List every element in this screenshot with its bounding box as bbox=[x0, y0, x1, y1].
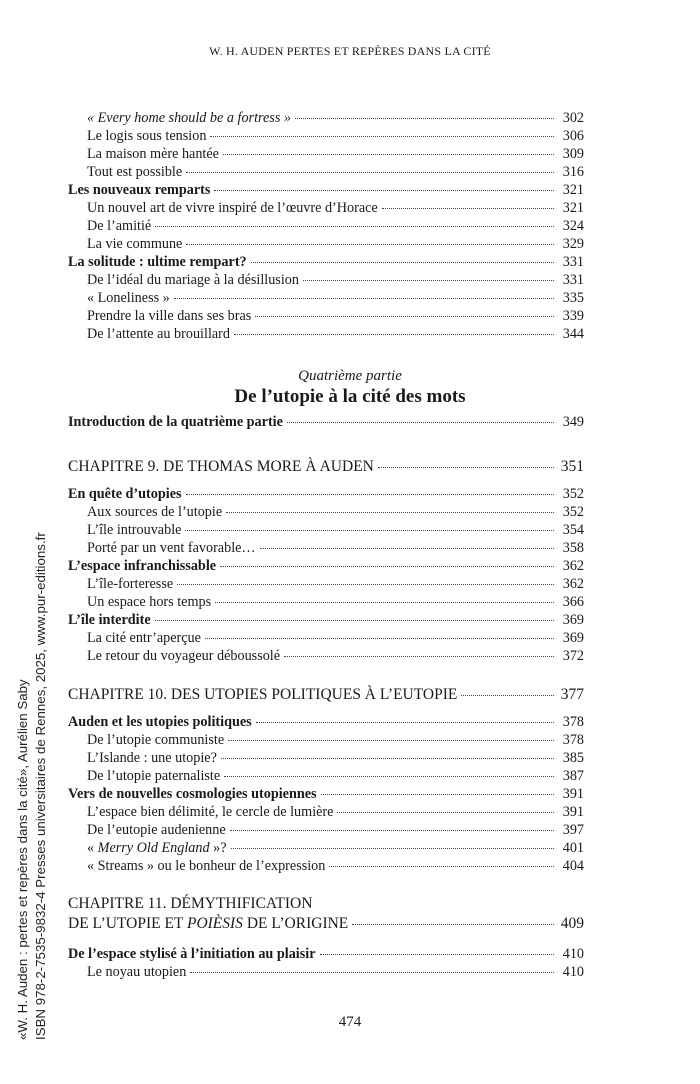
toc-entry-label: L’espace bien délimité, le cercle de lumière bbox=[87, 804, 334, 820]
toc-entry-page: 335 bbox=[562, 290, 584, 306]
toc-entry-label: « Loneliness » bbox=[87, 290, 170, 306]
leader-dots bbox=[234, 334, 554, 335]
toc-section-label: La solitude : ultime rempart? bbox=[68, 254, 247, 270]
toc-entry-page: 321 bbox=[562, 182, 584, 198]
toc-entry-page: 369 bbox=[562, 612, 584, 628]
toc-entry-page: 344 bbox=[562, 326, 584, 342]
toc-entry[interactable] bbox=[68, 308, 584, 326]
leader-dots bbox=[329, 866, 554, 867]
toc-entry-page: 321 bbox=[562, 200, 584, 216]
toc-entry-page: 349 bbox=[562, 414, 584, 430]
toc-entry-page: 391 bbox=[562, 804, 584, 820]
leader-dots bbox=[221, 758, 554, 759]
leader-dots bbox=[214, 190, 554, 191]
toc-entry-page: 387 bbox=[562, 768, 584, 784]
leader-dots bbox=[256, 722, 554, 723]
toc-entry-page: 354 bbox=[562, 522, 584, 538]
toc-entry-label: De l’eutopie audenienne bbox=[87, 822, 226, 838]
toc-chapter-11[interactable] bbox=[68, 895, 584, 937]
toc-entry[interactable] bbox=[68, 326, 584, 344]
toc-section[interactable] bbox=[68, 182, 584, 200]
toc-entry-page: 410 bbox=[562, 964, 584, 980]
toc-entry-page: 331 bbox=[562, 254, 584, 270]
toc-entry-label: De l’amitié bbox=[87, 218, 152, 234]
toc-entry-page: 351 bbox=[560, 458, 584, 475]
toc-entry-label: Porté par un vent favorable… bbox=[87, 540, 256, 556]
toc-entry-page: 362 bbox=[562, 558, 584, 574]
toc-entry-page: 366 bbox=[562, 594, 584, 610]
toc-entry-page: 352 bbox=[562, 504, 584, 520]
leader-dots bbox=[224, 776, 554, 777]
leader-dots bbox=[378, 467, 554, 468]
leader-dots bbox=[186, 244, 554, 245]
toc-entry[interactable] bbox=[68, 272, 584, 290]
leader-dots bbox=[352, 924, 554, 925]
leader-dots bbox=[177, 584, 554, 585]
toc-entry-page: 378 bbox=[562, 714, 584, 730]
toc-entry[interactable] bbox=[68, 522, 584, 540]
leader-dots bbox=[174, 298, 554, 299]
toc-entry-label: Le noyau utopien bbox=[87, 964, 187, 980]
leader-dots bbox=[284, 656, 554, 657]
toc-entry[interactable] bbox=[68, 732, 584, 750]
part-title: De l’utopie à la cité des mots bbox=[234, 386, 466, 407]
toc-entry-label: Un espace hors temps bbox=[87, 594, 212, 610]
toc-entry-label: « Merry Old England »? bbox=[87, 840, 227, 856]
toc-section[interactable] bbox=[68, 714, 584, 732]
toc-section-label: En quête d’utopies bbox=[68, 486, 182, 502]
leader-dots bbox=[226, 512, 554, 513]
toc-section[interactable] bbox=[68, 946, 584, 964]
toc-entry-page: 409 bbox=[560, 915, 584, 932]
toc-section-label: Introduction de la quatrième partie bbox=[68, 414, 283, 430]
leader-dots bbox=[461, 695, 554, 696]
toc-entry[interactable] bbox=[68, 630, 584, 648]
leader-dots bbox=[382, 208, 554, 209]
chapter-label-line2: DE L’UTOPIE ET POIÈSIS DE L’ORIGINE bbox=[68, 915, 349, 932]
toc-entry[interactable] bbox=[68, 576, 584, 594]
leader-dots bbox=[303, 280, 554, 281]
leader-dots bbox=[295, 118, 554, 119]
leader-dots bbox=[337, 812, 554, 813]
leader-dots bbox=[230, 830, 554, 831]
leader-dots bbox=[186, 494, 554, 495]
toc-entry-page: 378 bbox=[562, 732, 584, 748]
chapter-label-line1: CHAPITRE 11. DÉMYTHIFICATION bbox=[68, 895, 313, 912]
toc-chapter-9[interactable] bbox=[68, 458, 584, 476]
toc-section-intro[interactable] bbox=[68, 414, 584, 432]
toc-entry-page: 377 bbox=[560, 686, 584, 703]
toc-section[interactable] bbox=[68, 612, 584, 630]
leader-dots bbox=[287, 422, 554, 423]
toc-entry-label: L’île-forteresse bbox=[87, 576, 174, 592]
toc-entry[interactable] bbox=[68, 236, 584, 254]
toc-entry-page: 362 bbox=[562, 576, 584, 592]
toc-entry-label: La vie commune bbox=[87, 236, 183, 252]
toc-entry[interactable] bbox=[68, 128, 584, 146]
chapter-label-line2-row bbox=[68, 915, 584, 933]
toc-entry-page: 358 bbox=[562, 540, 584, 556]
toc-entry-label: Un nouvel art de vivre inspiré de l’œuvre d’Horace bbox=[87, 200, 378, 216]
toc-section-label: L’espace infranchissable bbox=[68, 558, 217, 574]
credit-line-1: «W. H. Auden : pertes et repères dans la cité», Aurélien Saby bbox=[15, 679, 30, 1040]
toc-entry-label: « Every home should be a fortress » bbox=[87, 110, 291, 126]
toc-entry-label: Prendre la ville dans ses bras bbox=[87, 308, 252, 324]
toc-entry-label: Le retour du voyageur déboussolé bbox=[87, 648, 281, 664]
toc-entry[interactable] bbox=[68, 200, 584, 218]
toc-entry-page: 401 bbox=[562, 840, 584, 856]
toc-entry-label: De l’idéal du mariage à la désillusion bbox=[87, 272, 299, 288]
leader-dots bbox=[321, 794, 554, 795]
toc-entry[interactable] bbox=[68, 804, 584, 822]
vertical-credit bbox=[14, 532, 50, 1040]
toc-entry-page: 369 bbox=[562, 630, 584, 646]
toc-entry[interactable] bbox=[68, 218, 584, 236]
toc-entry[interactable] bbox=[68, 768, 584, 786]
leader-dots bbox=[185, 530, 554, 531]
leader-dots bbox=[220, 566, 554, 567]
chapter-label: CHAPITRE 9. DE THOMAS MORE À AUDEN bbox=[68, 458, 374, 475]
leader-dots bbox=[155, 226, 554, 227]
toc-entry[interactable] bbox=[68, 594, 584, 612]
toc-section[interactable] bbox=[68, 786, 584, 804]
leader-dots bbox=[255, 316, 554, 317]
toc-section-label: De l’espace stylisé à l’initiation au plaisir bbox=[68, 946, 316, 962]
toc-entry-label: L’Islande : une utopie? bbox=[87, 750, 217, 766]
toc-section-label: Auden et les utopies politiques bbox=[68, 714, 252, 730]
running-head: W. H. AUDEN PERTES ET REPÈRES DANS LA CITÉ bbox=[209, 44, 491, 58]
toc-entry-label: L’île introuvable bbox=[87, 522, 182, 538]
toc-entry[interactable] bbox=[68, 750, 584, 768]
toc-entry-page: 309 bbox=[562, 146, 584, 162]
toc-entry-page: 385 bbox=[562, 750, 584, 766]
leader-dots bbox=[190, 972, 554, 973]
toc-entry[interactable] bbox=[68, 858, 584, 876]
toc-entry-page: 372 bbox=[562, 648, 584, 664]
toc-entry-label: Tout est possible bbox=[87, 164, 183, 180]
toc-entry-label: La cité entr’aperçue bbox=[87, 630, 201, 646]
toc-entry-page: 339 bbox=[562, 308, 584, 324]
toc-entry[interactable] bbox=[68, 540, 584, 558]
leader-dots bbox=[215, 602, 554, 603]
toc-entry[interactable] bbox=[68, 110, 584, 128]
toc-entry-label: La maison mère hantée bbox=[87, 146, 219, 162]
toc-section[interactable] bbox=[68, 486, 584, 504]
toc-section-label: L’île interdite bbox=[68, 612, 151, 628]
toc-entry-label: « Streams » ou le bonheur de l’expression bbox=[87, 858, 326, 874]
toc-chapter-10[interactable] bbox=[68, 686, 584, 704]
toc-entry[interactable] bbox=[68, 164, 584, 182]
toc-entry-page: 302 bbox=[562, 110, 584, 126]
toc-section[interactable] bbox=[68, 254, 584, 272]
toc-entry-page: 331 bbox=[562, 272, 584, 288]
toc-entry[interactable] bbox=[68, 648, 584, 666]
leader-dots bbox=[155, 620, 554, 621]
leader-dots bbox=[205, 638, 554, 639]
leader-dots bbox=[260, 548, 554, 549]
toc-entry-label: De l’utopie communiste bbox=[87, 732, 225, 748]
toc-entry-label: De l’attente au brouillard bbox=[87, 326, 230, 342]
toc-entry-label: Le logis sous tension bbox=[87, 128, 207, 144]
leader-dots bbox=[320, 954, 555, 955]
toc-entry[interactable] bbox=[68, 290, 584, 308]
toc-entry[interactable] bbox=[68, 840, 584, 858]
leader-dots bbox=[231, 848, 554, 849]
toc-entry[interactable] bbox=[68, 146, 584, 164]
toc-entry-page: 324 bbox=[562, 218, 584, 234]
toc-entry-page: 316 bbox=[562, 164, 584, 180]
toc-entry-page: 352 bbox=[562, 486, 584, 502]
toc-section-label: Vers de nouvelles cosmologies utopiennes bbox=[68, 786, 317, 802]
credit-line-2: ISBN 978-2-7535-9832-4 Presses universitaires de Rennes, 2025, www.pur-editions.fr bbox=[33, 532, 48, 1040]
toc-entry-page: 404 bbox=[562, 858, 584, 874]
leader-dots bbox=[251, 262, 554, 263]
toc-section-label: Les nouveaux remparts bbox=[68, 182, 211, 198]
toc-entry[interactable] bbox=[68, 822, 584, 840]
toc-entry-page: 410 bbox=[562, 946, 584, 962]
page-number: 474 bbox=[338, 1014, 362, 1030]
toc-section[interactable] bbox=[68, 558, 584, 576]
leader-dots bbox=[223, 154, 554, 155]
chapter-label: CHAPITRE 10. DES UTOPIES POLITIQUES À L’EUTOPIE bbox=[68, 686, 458, 703]
toc-entry-page: 306 bbox=[562, 128, 584, 144]
part-label: Quatrième partie bbox=[298, 368, 402, 384]
leader-dots bbox=[210, 136, 554, 137]
toc-entry[interactable] bbox=[68, 964, 584, 982]
toc-entry-page: 329 bbox=[562, 236, 584, 252]
toc-entry[interactable] bbox=[68, 504, 584, 522]
toc-entry-page: 391 bbox=[562, 786, 584, 802]
toc-entry-label: Aux sources de l’utopie bbox=[87, 504, 223, 520]
toc-entry-label: De l’utopie paternaliste bbox=[87, 768, 221, 784]
toc-entry-page: 397 bbox=[562, 822, 584, 838]
leader-dots bbox=[228, 740, 554, 741]
leader-dots bbox=[186, 172, 554, 173]
